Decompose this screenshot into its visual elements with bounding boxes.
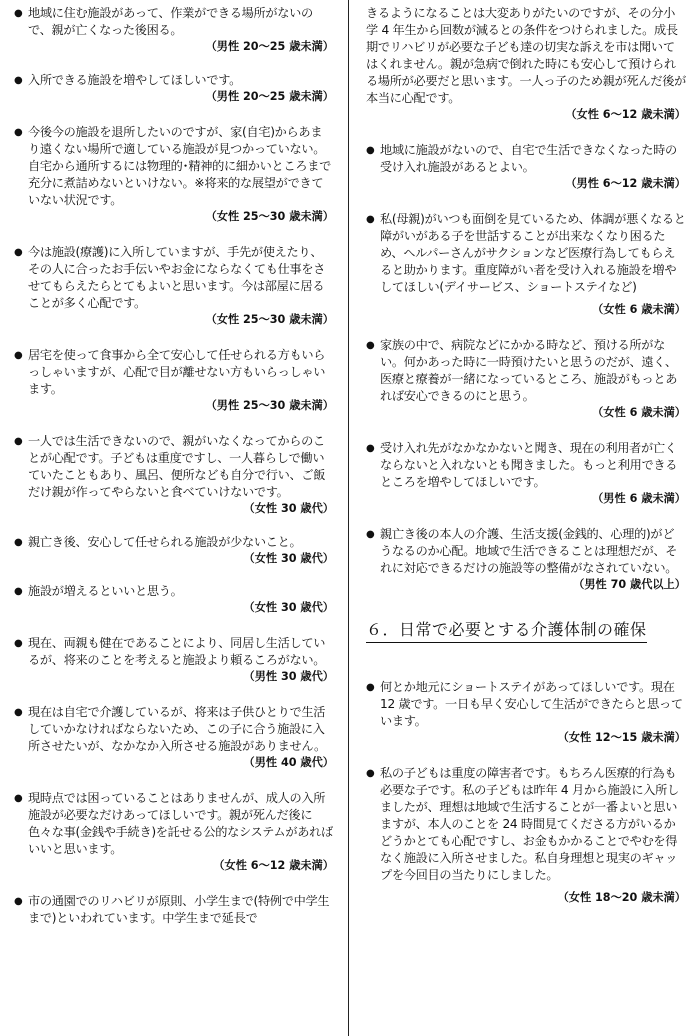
comment-continuation: [366, 5, 686, 123]
comment-text: ● 現在、両親も健在であることにより、同居し生活しているが、将来のことを考えると施設より頼るころがない。: [28, 636, 326, 667]
comment-item: [14, 534, 334, 567]
comment-item: [366, 765, 686, 906]
comment-text: ● 現時点では困っていることはありませんが、成人の入所施設が必要なだけあってほしいです。親が死んだ後に色々な事(金銭や手続き)を託せる公的なシステムがあればいいと思います。: [28, 791, 333, 856]
comment-item: [14, 583, 334, 616]
respondent-attribute: （男性 70 歳代以上）: [573, 578, 686, 591]
respondent-attribute: （男性 20～25 歳未満）: [205, 40, 334, 53]
comment-item: [366, 526, 686, 593]
respondent-attribute: （女性 30 歳代）: [243, 552, 334, 565]
comment-text: ● 一人では生活できないので、親がいなくなってからのことが心配です。子どもは重度ですし、一人暮らしで働いていたこともあり、風呂、便所なども自分で行い、ご飯だけ親が作ってやらないと食べていけないです。: [28, 434, 326, 499]
comment-text: ● 私の子どもは重度の障害者です。もちろん医療的行為も必要な子です。私の子どもは昨年 4 月から施設に入所しましたが、理想は地域で生活することが一番よいと思いますが、本人のことを 24 時間見てくださる方がいるかどうかとても心配ですし、お金もかかることでやむを得なく施設に入所させました。私自身理想と現実のギャップを今回目の当たりにしました。: [380, 766, 679, 882]
comment-item: [366, 679, 686, 746]
comment-text: ● 施設が増えるといいと思う。: [28, 584, 183, 598]
comment-text: ● 何とか地元にショートステイがあってほしいです。現在 12 歳です。一日も早く安心して生活ができたらと思っています。: [380, 680, 683, 728]
comment-item: [14, 433, 334, 517]
respondent-attribute: （男性 40 歳代）: [243, 756, 334, 769]
comment-text: ● 現在は自宅で介護しているが、将来は子供ひとりで生活していかなければならないため、この子に合う施設に入所させたいが、なかなか入所させる施設がありません。: [28, 705, 326, 753]
comment-text: ● 地域に施設がないので、自宅で生活できなくなった時の受け入れ施設があるとよい。: [380, 143, 677, 174]
comment-item: [14, 5, 334, 55]
respondent-attribute: （女性 6～12 歳未満）: [213, 859, 334, 872]
comment-item: [366, 440, 686, 507]
comment-item: [14, 244, 334, 328]
section-heading: ６．日常で必要とする介護体制の確保: [366, 619, 647, 643]
respondent-attribute: （女性 30 歳代）: [243, 502, 334, 515]
comment-text: ● 親亡き後、安心して任せられる施設が少ないこと。: [28, 535, 302, 549]
respondent-attribute: （女性 25～30 歳未満）: [205, 313, 334, 326]
comment-item: [366, 211, 686, 318]
comment-text: ● 今後今の施設を退所したいのですが、家(自宅)からあまり遠くない場所で適している施設が見つかっていない。自宅から通所するには物理的･精神的に細かいところまで充分に煮詰めないといけない。※将来的な展望ができていない状況です。: [28, 125, 331, 207]
comment-item: [14, 72, 334, 105]
comment-item: [366, 337, 686, 421]
respondent-attribute: （女性 25～30 歳未満）: [205, 210, 334, 223]
right-column: [366, 0, 686, 906]
comment-text: ● 私(母親)がいつも面倒を見ているため、体調が悪くなると障がいがある子を世話することが出来なくなり困るため、ヘルパーさんがサクションなど医療行為してもらえると助かります。重度障がい者を受け入れる施設を増やしてほしい(デイサービス、ショートステイなど): [380, 212, 686, 294]
left-column: [14, 0, 334, 927]
comment-item: [14, 790, 334, 874]
respondent-attribute: （女性 6～12 歳未満）: [565, 108, 686, 121]
respondent-attribute: （男性 20～25 歳未満）: [205, 90, 334, 103]
comment-text: ● 入所できる施設を増やしてほしいです。: [28, 73, 241, 87]
comment-item: [14, 347, 334, 414]
comment-text: ● 家族の中で、病院などにかかる時など、預ける所がない。何かあった時に一時預けたいと思うのだが、遠く、医療と療養が一緒になっているところ、施設がもっとあれば安心できるのにと思う。: [380, 338, 678, 403]
respondent-attribute: （女性 6 歳未満）: [592, 303, 686, 316]
comment-item: [14, 635, 334, 685]
comment-text: ● 今は施設(療護)に入所していますが、手先が使えたり、その人に合ったお手伝いやお金にならなくても仕事をさせてもらえたらとてもよいと思います。今は部屋に居ることが多く心配です。: [28, 245, 326, 310]
section-heading-wrap: [366, 619, 686, 643]
respondent-attribute: （男性 6 歳未満）: [592, 492, 686, 505]
comment-text: ● 親亡き後の本人の介護、生活支援(金銭的、心理的)がどうなるのか心配。地域で生活できることは理想だが、それに対応できるだけの施設等の整備がなされていない。: [380, 527, 678, 575]
respondent-attribute: （女性 18～20 歳未満）: [557, 891, 686, 904]
comment-text: ● 受け入れ先がなかなかないと聞き、現在の利用者が亡くならないと入れないとも聞きました。もっと利用できるところを増やしてほしいです。: [380, 441, 678, 489]
respondent-attribute: （女性 30 歳代）: [243, 601, 334, 614]
column-divider: [348, 0, 349, 1036]
comment-item: [14, 893, 334, 927]
comment-item: [14, 704, 334, 771]
respondent-attribute: （男性 25～30 歳未満）: [205, 399, 334, 412]
respondent-attribute: （女性 6 歳未満）: [592, 406, 686, 419]
comment-text: きるようになることは大変ありがたいのですが、その分小学 4 年生から回数が減るとの条件をつけられました。成長期でリハビリが必要な子ども達の切実な訴えを市は聞いてはくれません。親が急病で倒れた時にも安心して預けられる場所が必要だと思います。一人っ子のため親が死んだ後が本当に心配です。: [366, 6, 686, 105]
comment-item: [366, 142, 686, 192]
comment-text: ● 市の通園でのリハビリが原則、小学生まで(特例で中学生まで)といわれています。中学生まで延長で: [28, 894, 330, 925]
comment-text: ● 地域に住む施設があって、作業ができる場所がないので、親が亡くなった後困る。: [28, 6, 313, 37]
comment-item: [14, 124, 334, 225]
comment-text: ● 居宅を使って食事から全て安心して任せられる方もいらっしゃいますが、心配で目が離せない方もいらっしゃいます。: [28, 348, 326, 396]
respondent-attribute: （女性 12～15 歳未満）: [557, 731, 686, 744]
respondent-attribute: （男性 6～12 歳未満）: [565, 177, 686, 190]
respondent-attribute: （男性 30 歳代）: [243, 670, 334, 683]
